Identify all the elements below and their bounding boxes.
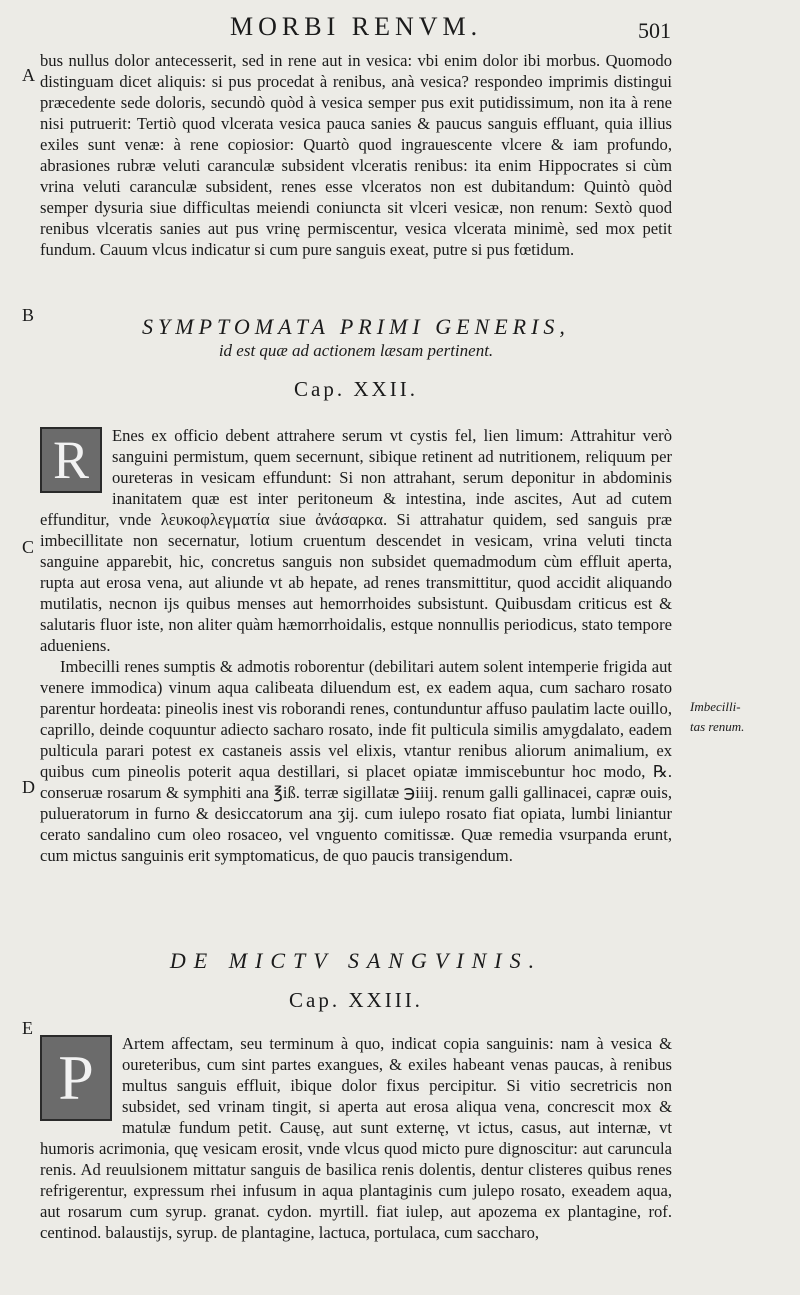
chapter-23-title: DE MICTV SANGVINIS. [169, 948, 543, 973]
dropcap-r: R [40, 427, 102, 493]
chapter-22-paragraph-1 [40, 425, 672, 656]
chapter-22-body [40, 425, 672, 866]
margin-letter-d: D [22, 777, 35, 797]
chapter-22-cap: Cap. XXII. [294, 377, 418, 401]
chapter-23-body [40, 1033, 672, 1243]
continuation-paragraph: bus nullus dolor antecesserit, sed in rene aut in vesica: vbi enim dolor ibi morbus. Quomodo distinguam dicet aliquis: si pus procedat à renibus, anà vesica? respondeo imprimis distingui præcedente sede doloris, secundò quòd à vesica semper pus exit putidissimum, non ita à rene nisi putruerit: Tertiò quod vlcerata vesica pauca sanies & paucus sanguis effluant, quia illius exiles sunt venæ: à rene copiosior: Quartò quod ingrauescente vlcere & iam profundo, abrasiones rubræ veluti caranculæ subsident vlceratis renibus: ita enim Hippocrates si cùm vrina veluti caranculæ subsident, renes esse vlceratos non est dubitandum: Quintò quòd semper dysuria siue difficultas meiendi coniuncta sit vlceri vesicæ, non renum: Sextò quod renibus vlceratis sanies aut pus vrinę permiscentur, vesica vlcerata minimè, sed mox petit fundum. Cauum vlcus indicatur si cum pure sanguis exeat, putre si pus fœtidum. [40, 51, 672, 259]
margin-letter-b: B [22, 305, 35, 325]
margin-letter-a: A [22, 65, 35, 85]
side-note [690, 697, 790, 737]
chapter-23-paragraph-1-text: Artem affectam, seu terminum à quo, indicat copia sanguinis: nam à vesica & oureteribus, cum sint partes exangues, & exiles habeant venas paucas, à renibus multus sanguis effluit, ibique dolor fixus percipitur. Si vitio secretricis non subsidet, sed vrinam tingit, si aperta aut erosa aliqua vena, concrescit mox & matulæ fundum petit. Causę, aut sunt externę, vt ictus, casus, aut internæ, vt humoris acrimonia, quę vesicam erosit, vnde vlcus quod micto pure dignoscitur: aut caruncula renis. Ad reuulsionem mittatur sanguis de basilica renis dolentis, dentur clisteres quibus renes refrigerentur, expressum rhei infusum in aqua plantaginis cum julepo rosato, exeadem aqua, aut rosarum cum syrup. granat. cydon. myrtill. fiat iulep, aut apozema ex plantagine, rof. centinod. balaustijs, syrup. de plantagine, lactuca, portulaca, cum saccharo, [40, 1034, 672, 1242]
dropcap-p: P [40, 1035, 112, 1121]
running-title: MORBI RENVM. [230, 12, 483, 41]
chapter-23-paragraph-1 [40, 1033, 672, 1243]
chapter-22-title: SYMPTOMATA PRIMI GENERIS, [142, 314, 570, 339]
chapter-22-subtitle: id est quæ ad actionem læsam pertinent. [218, 341, 494, 360]
chapter-22-paragraph-2: Imbecilli renes sumptis & admotis roborentur (debilitari autem solent intemperie frigida aut venere immodica) vinum aqua calibeata diluendum est, ex eadem aqua, cum sacharo rosato parentur hordeata: pineolis inest vis roborandi renes, contunduntur affuso paulatim lacte ouillo, caprillo, deinde coquuntur adiecto sacharo rosato, inde fit pulticula similis amygdalato, eadem pulticula parari potest ex castaneis assis vel elixis, vtantur renibus aliorum animalium, ex quibus cum pineolis poterit aqua destillari, si placet opiatæ immiscebuntur hoc modo, ℞. conseruæ rosarum & symphiti ana ℥iß. terræ sigillatæ ℈iiij. renum galli gallinacei, capræ ouis, pulueratorum in furno & desiccatorum ana ʒij. cum iulepo rosato fiat opiata, lumbi liniantur cerato sandalino cum oleo rosaceo, vel vnguento comitissæ. Quæ remedia vsurpanda erunt, cum mictus sanguinis erit symptomaticus, de quo paucis transigendum. [40, 657, 672, 865]
section-continuation [40, 50, 672, 260]
page-number: 501 [638, 18, 671, 43]
chapter-23-cap: Cap. XXIII. [289, 988, 423, 1012]
chapter-22-paragraph-1-text: Enes ex officio debent attrahere serum vt cystis fel, lien limum: Attrahitur verò sanguini permistum, quem secernunt, sibique retinent ad nutritionem, reliquum per oureteras in vesicam effundunt: Si non attrahant, serum deponitur in abdominis inanitatem quæ est inter peritoneum & intestina, inde ascites, Aut ad cutem effunditur, vnde λευκοφλεγματία siue ἀνάσαρκα. Si attrahatur quidem, sed sanguis præ imbecillitate non secernatur, lotium cruentum descendet in vesicam, vrina veluti tincta sanguine apparebit, hic, concretus sanguis non subsidet quemadmodum cùm effluit aperta, rupta aut erosa vena, aut aliunde vt ab hepate, ad renes transmittitur, quod accidit aliquando mutilatis, necnon ijs quibus menses aut hemorrhoides subsistunt. Quibusdam criticus est & salutaris fluor iste, non aliter quàm hæmorrhoidalis, estque nonnullis periodicus, stato tempore adueniens. [40, 426, 672, 655]
margin-letter-c: C [22, 537, 35, 557]
side-note-line-2: tas renum. [690, 719, 745, 734]
margin-letter-e: E [22, 1018, 33, 1038]
side-note-line-1: Imbecilli- [690, 699, 741, 714]
page-header [0, 10, 800, 50]
